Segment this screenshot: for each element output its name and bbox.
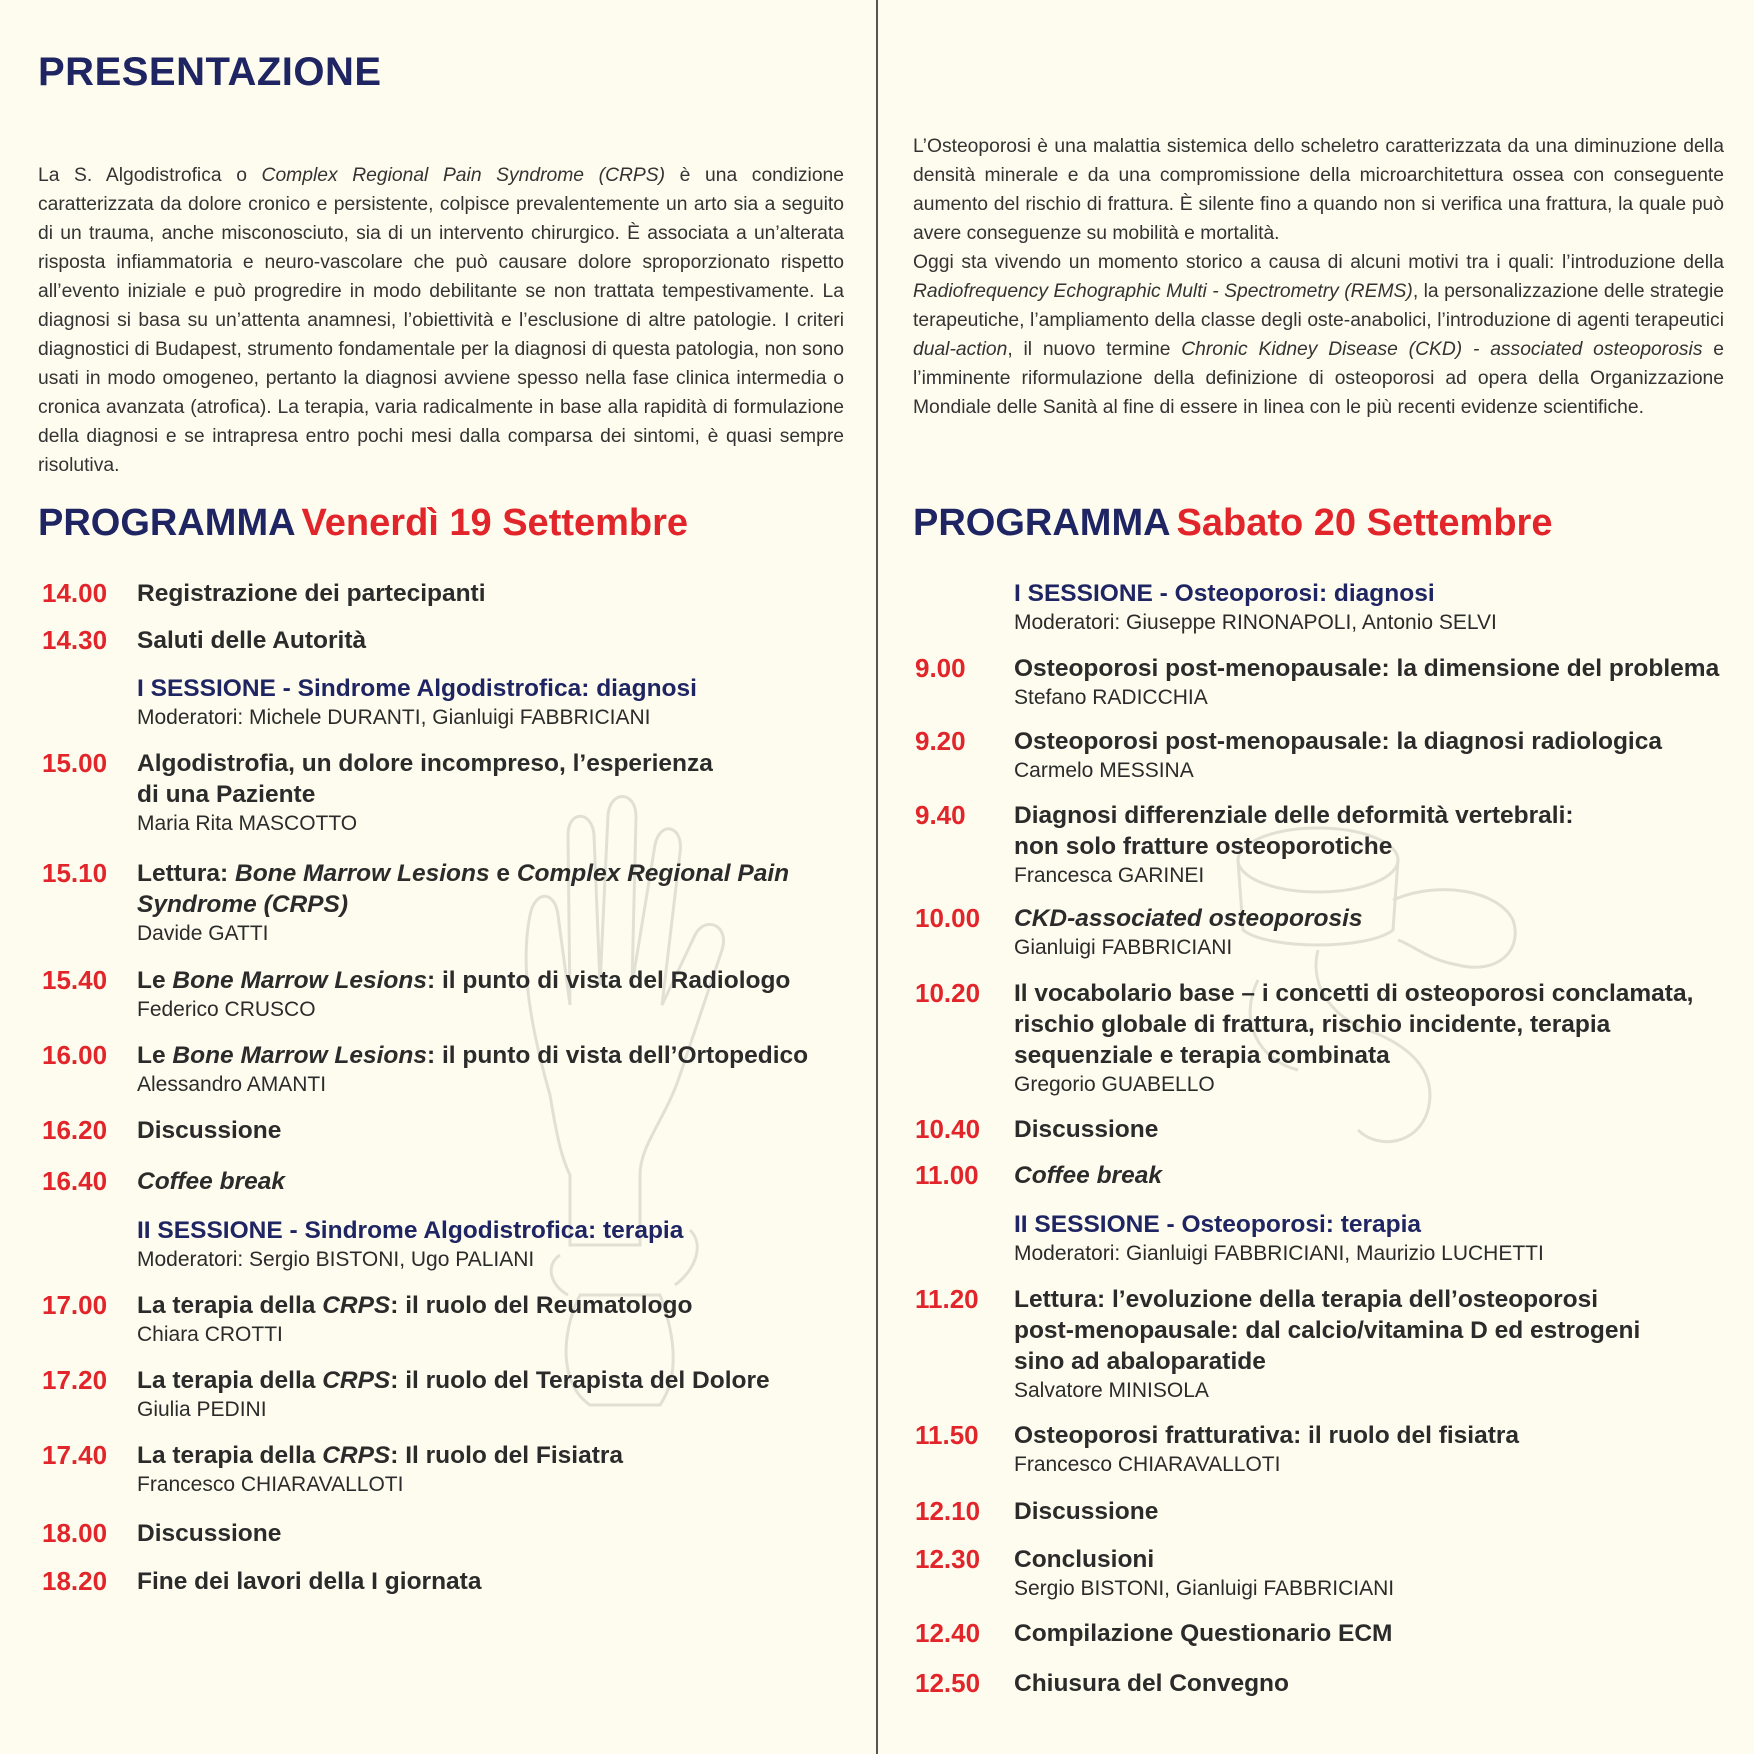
session-title: II SESSIONE - Sindrome Algodistrofica: terapia	[137, 1217, 684, 1244]
schedule-body	[1014, 726, 1754, 785]
schedule-body	[137, 1518, 856, 1549]
left-intro-text: La S. Algodistrofica o Complex Regional Pain Syndrome (CRPS) è una condizione caratterizzata da dolore cronico e persistente, colpisce prevalentemente un arto sia a seguito di un trauma, anche misconosciuto, sia di un intervento chirurgico. È associata a un’alterata risposta infiammatoria e neuro-vascolare che può causare dolore sproporzionato rispetto all’evento iniziale e può progredire in modo debilitante se non trattata tempestivamente. La diagnosi si basa su un’attenta anamnesi, l’obiettività e l’esclusione di altre patologie. I criteri diagnostici di Budapest, strumento fondamentale per la diagnosi di questa patologia, non sono usati in modo omogeneo, pertanto la diagnosi avviene spesso nella fase clinica intermedia o cronica avanzata (atrofica). La terapia, varia radicalmente in base alla rapidità di formulazione della diagnosi e se intrapresa entro pochi mesi dalla comparsa dei sintomi, è quasi sempre risolutiva.	[38, 165, 844, 476]
talk-title: Fine dei lavori della I giornata	[137, 1568, 482, 1595]
moderators: Moderatori: Giuseppe RINONAPOLI, Antonio SELVI	[1014, 611, 1497, 634]
schedule-body	[1014, 978, 1754, 1099]
talk-title: Il vocabolario base – i concetti di osteoporosi conclamata, rischio globale di frattura, rischio incidente, terapia sequenziale e terapia combinata	[1014, 980, 1694, 1069]
talk-title: Registrazione dei partecipanti	[137, 580, 486, 607]
speaker-name: Carmelo MESSINA	[1014, 759, 1194, 782]
schedule-body	[137, 1115, 856, 1146]
schedule-body	[1014, 1209, 1754, 1268]
speaker-name: Alessandro AMANTI	[137, 1073, 327, 1096]
session-title: I SESSIONE - Osteoporosi: diagnosi	[1014, 580, 1435, 607]
moderators: Moderatori: Gianluigi FABBRICIANI, Maurizio LUCHETTI	[1014, 1242, 1544, 1265]
talk-title: Osteoporosi fratturativa: il ruolo del fisiatra	[1014, 1422, 1520, 1449]
talk-title: Chiusura del Convegno	[1014, 1670, 1289, 1697]
day-label: Venerdì 19 Settembre	[301, 502, 689, 544]
schedule-time: 17.40	[42, 1440, 108, 1470]
talk-title: Compilazione Questionario ECM	[1014, 1620, 1393, 1647]
talk-title: La terapia della CRPS: il ruolo del Terapista del Dolore	[137, 1367, 770, 1394]
talk-title: Discussione	[1014, 1498, 1159, 1525]
talk-title: Osteoporosi post-menopausale: la dimensione del problema	[1014, 655, 1720, 682]
schedule-body	[1014, 1496, 1754, 1527]
program-label: PROGRAMMA	[913, 502, 1171, 544]
schedule-body	[1014, 1160, 1754, 1191]
schedule-body	[1014, 1668, 1754, 1699]
talk-title: Lettura: Bone Marrow Lesions e Complex Regional Pain Syndrome (CRPS)	[137, 860, 790, 918]
speaker-name: Francesca GARINEI	[1014, 864, 1205, 887]
speaker-name: Maria Rita MASCOTTO	[137, 812, 358, 835]
schedule-body	[137, 1215, 856, 1274]
speaker-name: Federico CRUSCO	[137, 998, 316, 1021]
speaker-name: Salvatore MINISOLA	[1014, 1379, 1209, 1402]
schedule-body	[137, 625, 856, 656]
schedule-time: 16.20	[42, 1115, 108, 1145]
schedule-body	[137, 748, 856, 838]
speaker-name: Davide GATTI	[137, 922, 269, 945]
talk-title: La terapia della CRPS: Il ruolo del Fisiatra	[137, 1442, 624, 1469]
schedule-time: 15.00	[42, 748, 108, 778]
schedule-body	[1014, 1420, 1754, 1479]
schedule-time: 10.00	[915, 903, 981, 933]
schedule-body	[137, 1166, 856, 1197]
session-title: II SESSIONE - Osteoporosi: terapia	[1014, 1211, 1422, 1238]
speaker-name: Stefano RADICCHIA	[1014, 686, 1208, 709]
right-column	[878, 0, 1754, 1754]
schedule-time: 16.00	[42, 1040, 108, 1070]
schedule-time: 12.40	[915, 1618, 981, 1648]
schedule-time: 11.00	[915, 1160, 979, 1190]
right-intro-text: L’Osteoporosi è una malattia sistemica dello scheletro caratterizzata da una diminuzione della densità minerale e da una compromissione della microarchitettura ossea con conseguente aumento del rischio di frattura. È silente fino a quando non si verifica una frattura, la quale può avere conseguenze su mobilità e mortalità. Oggi sta vivendo un momento storico a causa di alcuni motivi tra i quali: l’introduzione della Radiofrequency Echographic Multi - Spectrometry (REMS), la personalizzazione delle strategie terapeutiche, l’ampliamento della classe degli oste-anabolici, l’introduzione di agenti terapeutici dual-action, il nuovo termine Chronic Kidney Disease (CKD) - associated osteoporosis e l’imminente riformulazione della definizione di osteoporosi ad opera della Organizzazione Mondiale delle Sanità al fine di essere in linea con le più recenti evidenze scientifiche.	[913, 136, 1724, 418]
talk-title: Le Bone Marrow Lesions: il punto di vista dell’Ortopedico	[137, 1042, 809, 1069]
schedule-body	[1014, 1114, 1754, 1145]
presentation-heading: PRESENTAZIONE	[38, 50, 382, 94]
schedule-time: 10.40	[915, 1114, 981, 1144]
schedule-time: 10.20	[915, 978, 981, 1008]
talk-title: CKD-associated osteoporosis	[1014, 905, 1363, 932]
speaker-name: Sergio BISTONI, Gianluigi FABBRICIANI	[1014, 1577, 1395, 1600]
schedule-body	[137, 858, 856, 948]
schedule-time: 11.20	[915, 1284, 979, 1314]
schedule-body	[1014, 1544, 1754, 1603]
schedule-time: 17.20	[42, 1365, 108, 1395]
schedule-time: 9.00	[915, 653, 966, 683]
talk-title: Le Bone Marrow Lesions: il punto di vista del Radiologo	[137, 967, 791, 994]
talk-title: Algodistrofia, un dolore incompreso, l’esperienza di una Paziente	[137, 750, 713, 808]
schedule-body	[1014, 578, 1754, 637]
schedule-body	[137, 1440, 856, 1499]
schedule-body	[137, 1566, 856, 1597]
day-label: Sabato 20 Settembre	[1176, 502, 1553, 544]
schedule-body	[137, 965, 856, 1024]
speaker-name: Francesco CHIARAVALLOTI	[137, 1473, 404, 1496]
left-column	[0, 0, 876, 1754]
schedule-time: 16.40	[42, 1166, 108, 1196]
schedule-body	[1014, 1284, 1754, 1405]
schedule-time: 12.50	[915, 1668, 981, 1698]
speaker-name: Francesco CHIARAVALLOTI	[1014, 1453, 1281, 1476]
schedule-time: 12.30	[915, 1544, 981, 1574]
talk-title: Discussione	[137, 1520, 282, 1547]
schedule-body	[137, 1290, 856, 1349]
schedule-time: 9.40	[915, 800, 966, 830]
speaker-name: Gregorio GUABELLO	[1014, 1073, 1215, 1096]
schedule-time: 12.10	[915, 1496, 981, 1526]
schedule-time: 18.20	[42, 1566, 108, 1596]
schedule-body	[137, 673, 856, 732]
schedule-time: 9.20	[915, 726, 966, 756]
schedule-time: 18.00	[42, 1518, 108, 1548]
schedule-body	[1014, 1618, 1754, 1649]
program-label: PROGRAMMA	[38, 502, 296, 544]
schedule-body	[137, 578, 856, 609]
session-title: I SESSIONE - Sindrome Algodistrofica: diagnosi	[137, 675, 697, 702]
talk-title: Coffee break	[137, 1168, 285, 1195]
schedule-time: 15.10	[42, 858, 108, 888]
talk-title: Coffee break	[1014, 1162, 1162, 1189]
schedule-body	[1014, 800, 1754, 890]
talk-title: Lettura: l’evoluzione della terapia dell’osteoporosi post-menopausale: dal calcio/vitamina D ed estrogeni sino ad abaloparatide	[1014, 1286, 1641, 1375]
schedule-time: 17.00	[42, 1290, 108, 1320]
talk-title: Discussione	[1014, 1116, 1159, 1143]
moderators: Moderatori: Sergio BISTONI, Ugo PALIANI	[137, 1248, 535, 1271]
talk-title: Conclusioni	[1014, 1546, 1155, 1573]
speaker-name: Giulia PEDINI	[137, 1398, 267, 1421]
talk-title: Osteoporosi post-menopausale: la diagnosi radiologica	[1014, 728, 1662, 755]
talk-title: Diagnosi differenziale delle deformità vertebrali: non solo fratture osteoporotiche	[1014, 802, 1574, 860]
talk-title: La terapia della CRPS: il ruolo del Reumatologo	[137, 1292, 693, 1319]
speaker-name: Chiara CROTTI	[137, 1323, 283, 1346]
schedule-time: 11.50	[915, 1420, 979, 1450]
schedule-body	[137, 1365, 856, 1424]
schedule-body	[1014, 653, 1754, 712]
schedule-time: 14.30	[42, 625, 108, 655]
schedule-body	[137, 1040, 856, 1099]
schedule-time: 14.00	[42, 578, 108, 608]
left-program-heading	[38, 502, 688, 545]
schedule-body	[1014, 903, 1754, 962]
speaker-name: Gianluigi FABBRICIANI	[1014, 936, 1233, 959]
moderators: Moderatori: Michele DURANTI, Gianluigi FABBRICIANI	[137, 706, 651, 729]
talk-title: Discussione	[137, 1117, 282, 1144]
right-program-heading	[913, 502, 1552, 545]
schedule-time: 15.40	[42, 965, 108, 995]
talk-title: Saluti delle Autorità	[137, 627, 367, 654]
